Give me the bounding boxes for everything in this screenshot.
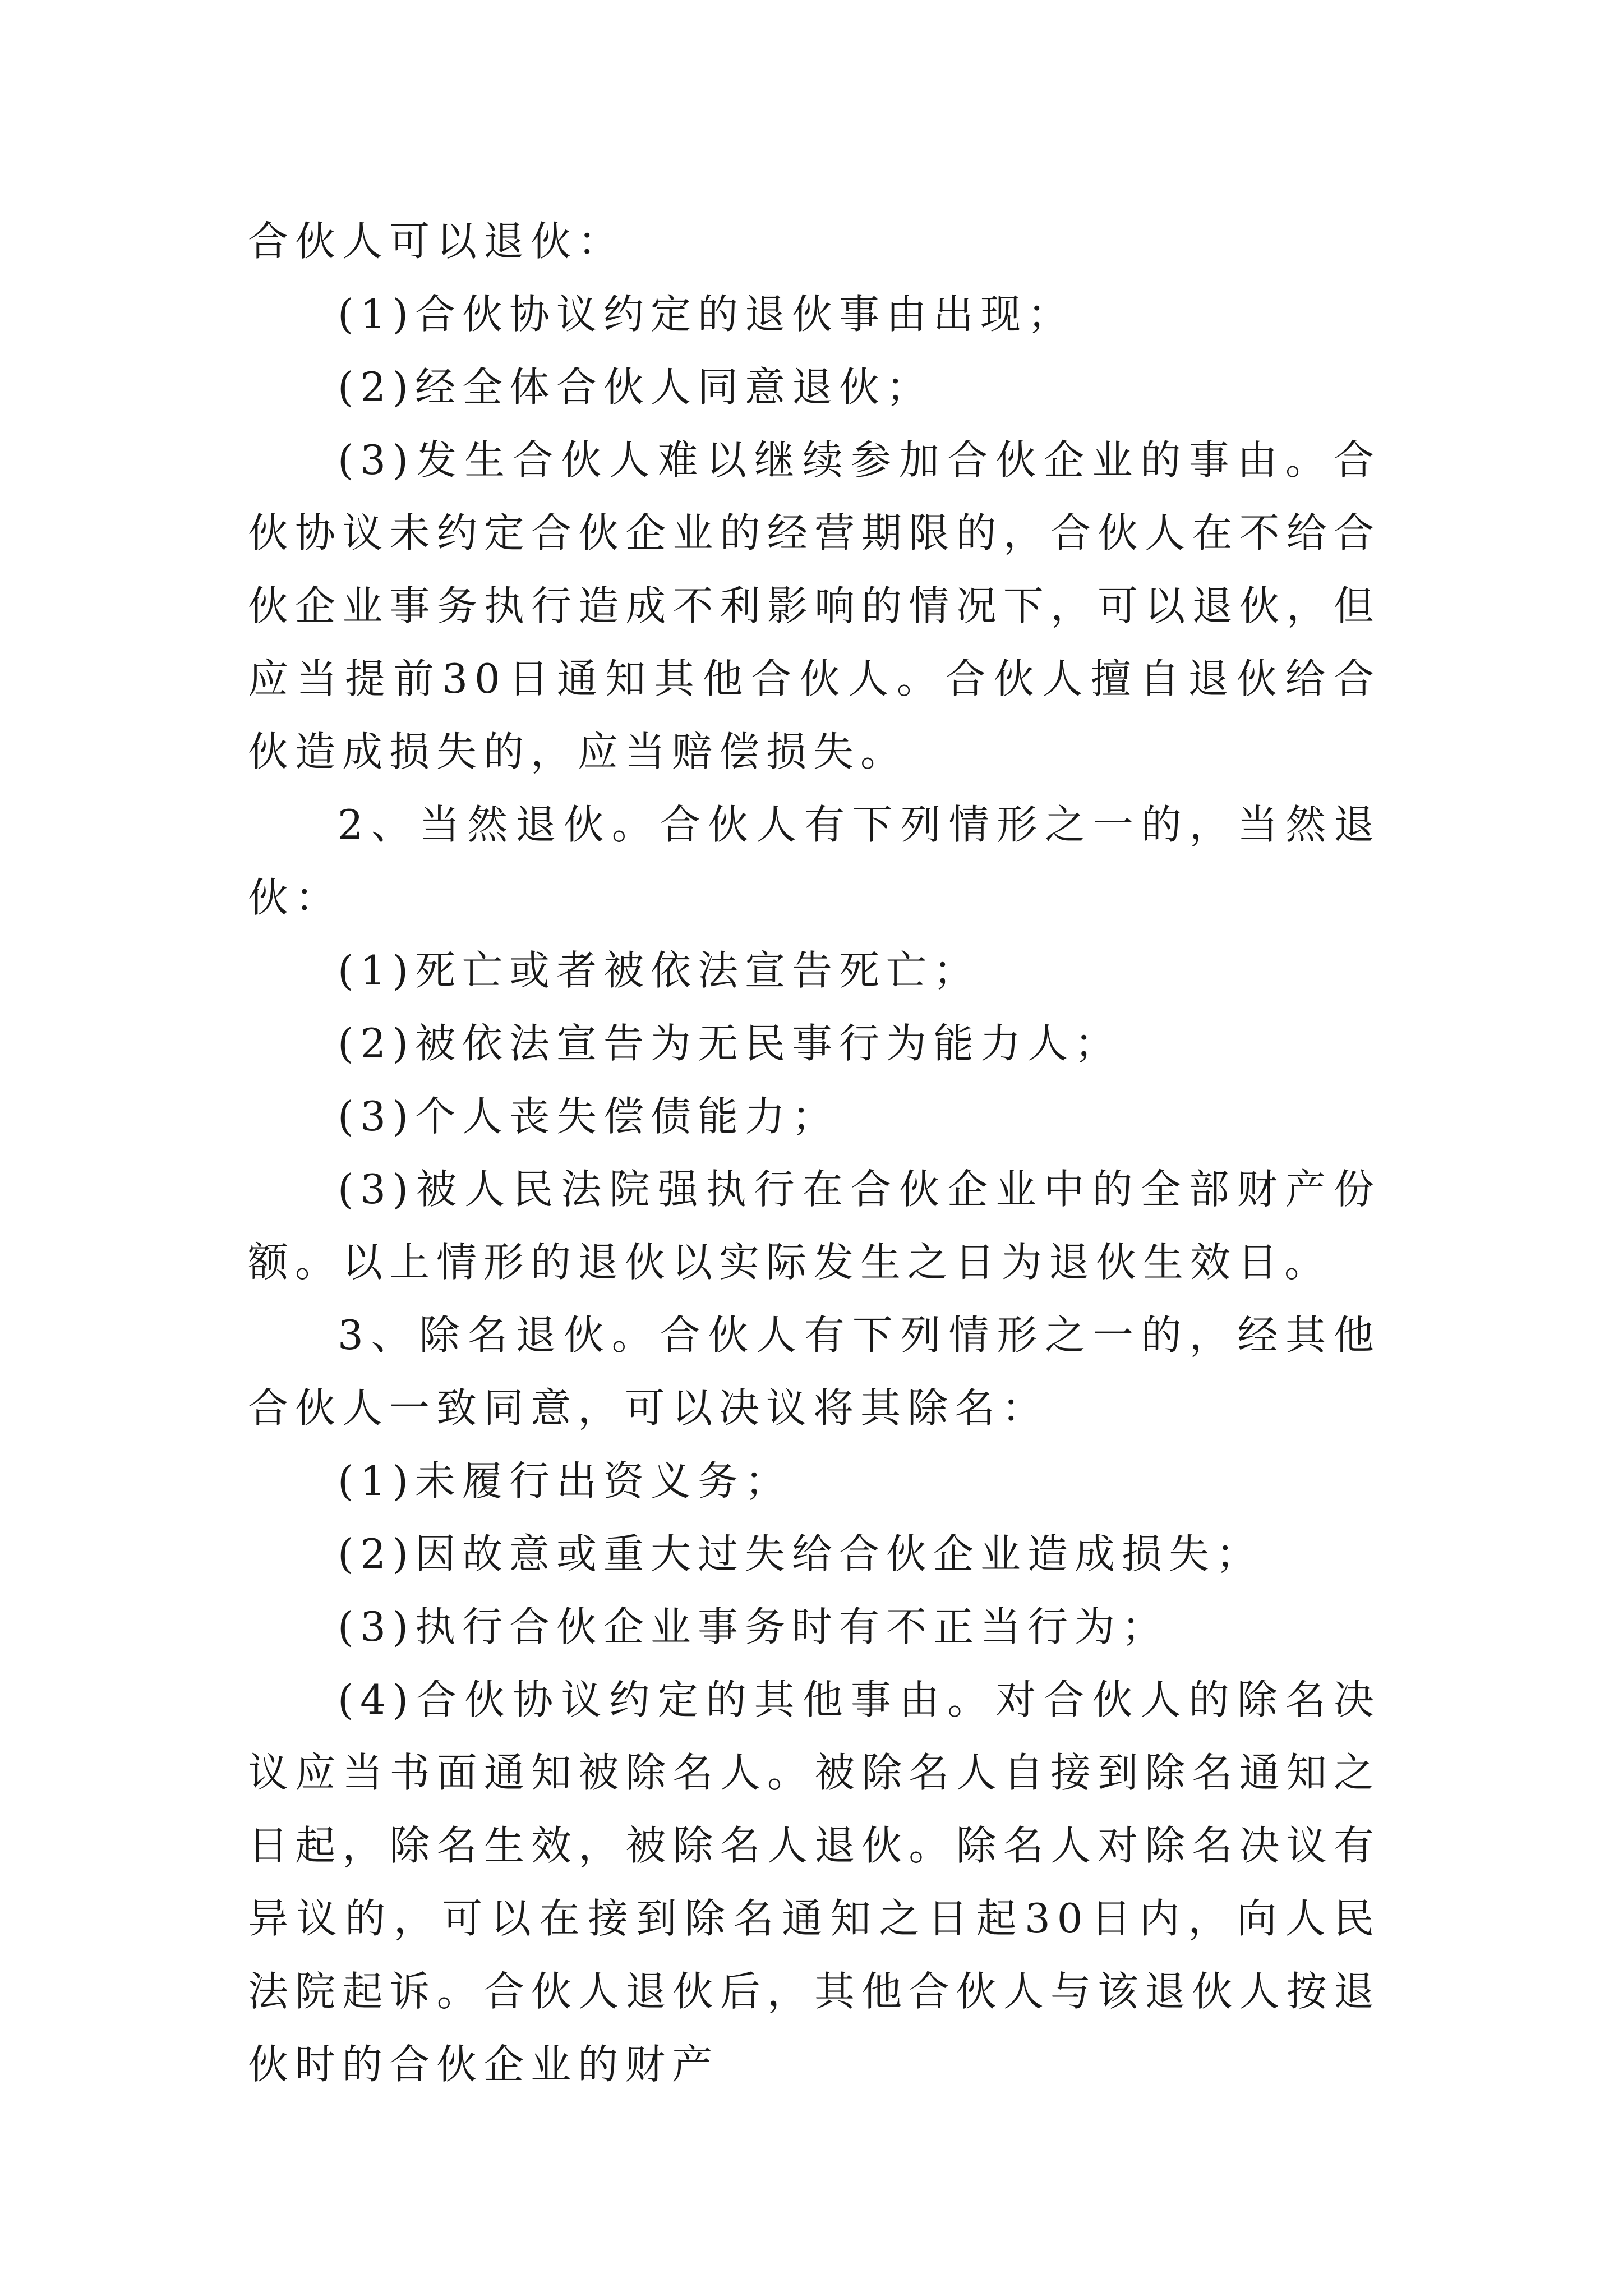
paragraph: (4)合伙协议约定的其他事由。对合伙人的除名决议应当书面通知被除名人。被除名人自接到除名通知之日起，除名生效，被除名人退伙。除名人对除名决议有异议的，可以在接到除名通知之日起30日内，向人民法院起诉。合伙人退伙后，其他合伙人与该退伙人按退伙时的合伙企业的财产 — [248, 1676, 1381, 2088]
paragraph: (2)被依法宣告为无民事行为能力人； — [338, 1020, 1122, 1067]
paragraph: (2)经全体合伙人同意退伙； — [338, 364, 933, 411]
paragraph: (3)执行合伙企业事务时有不正当行为； — [338, 1603, 1169, 1650]
paragraph: 合伙人可以退伙： — [248, 218, 625, 265]
paragraph: (3)被人民法院强执行在合伙企业中的全部财产份额。以上情形的退伙以实际发生之日为退伙生效日。 — [248, 1166, 1381, 1286]
paragraph: 2、当然退伙。合伙人有下列情形之一的，当然退伙： — [248, 801, 1381, 921]
paragraph: (3)发生合伙人难以继续参加合伙企业的事由。合伙协议未约定合伙企业的经营期限的，合伙人在不给合伙企业事务执行造成不利影响的情况下，可以退伙，但应当提前30日通知其他合伙人。合伙人擅自退伙给合伙造成损失的，应当赔偿损失。 — [248, 436, 1381, 775]
body-text — [248, 205, 1381, 2101]
paragraph: (2)因故意或重大过失给合伙企业造成损失； — [338, 1530, 1263, 1577]
paragraph: 3、除名退伙。合伙人有下列情形之一的，经其他合伙人一致同意，可以决议将其除名： — [248, 1312, 1381, 1432]
paragraph: (1)死亡或者被依法宣告死亡； — [338, 947, 980, 994]
paragraph: (1)未履行出资义务； — [338, 1457, 792, 1504]
paragraph: (1)合伙协议约定的退伙事由出现； — [338, 291, 1075, 338]
paragraph: (3)个人丧失偿债能力； — [338, 1093, 839, 1140]
